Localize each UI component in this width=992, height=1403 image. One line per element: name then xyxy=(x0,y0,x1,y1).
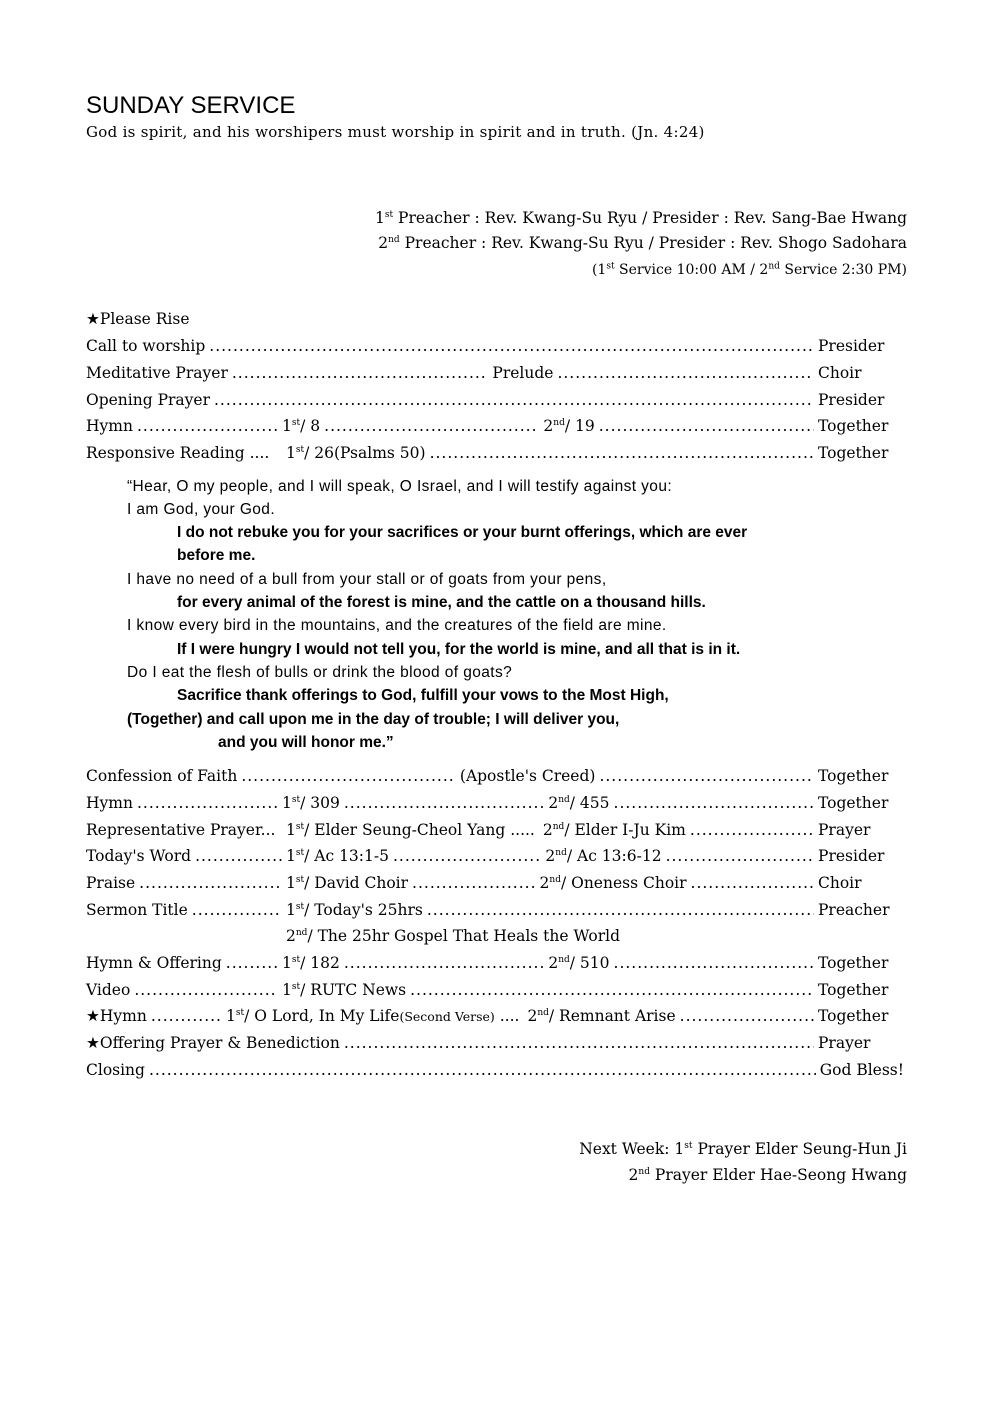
order-row-hymn-1: Hymn ..... 1st/ 8 ..... 2nd/ 19 ..... Together xyxy=(86,417,892,443)
order-row-hymn-2: Hymn ..... 1st/ 309 ..... 2nd/ 455 ..... Together xyxy=(86,794,892,820)
please-rise: ★Please Rise xyxy=(86,310,190,328)
reading-line: “Hear, O my people, and I will speak, O Israel, and I will testify against you: xyxy=(127,478,673,495)
order-row-opening: Opening Prayer ..... Presider xyxy=(86,391,892,417)
order-row-offering-prayer: ★Offering Prayer & Benediction ..... Prayer xyxy=(86,1034,892,1060)
reading-line: I have no need of a bull from your stall or of goats from your pens, xyxy=(127,571,607,588)
reading-line: If I were hungry I would not tell you, for the world is mine, and all that is in it. xyxy=(177,641,741,658)
order-row-word: Today's Word ..... 1st/ Ac 13:1-5 ..... 2nd/ Ac 13:6-12 ..... Presider xyxy=(86,847,892,873)
order-row-sermon-second: 2nd/ The 25hr Gospel That Heals the World xyxy=(286,927,620,945)
officiants-line-1: 1st Preacher : Rev. Kwang-Su Ryu / Presider : Rev. Sang-Bae Hwang xyxy=(375,209,907,227)
reading-line: Do I eat the flesh of bulls or drink the blood of goats? xyxy=(127,664,513,681)
order-row-praise: Praise ..... 1st/ David Choir ..... 2nd/ Oneness Choir ..... Choir xyxy=(86,874,892,900)
order-row-hymn-offering: Hymn & Offering ..... 1st/ 182 ..... 2nd/ 510 ..... Together xyxy=(86,954,892,980)
reading-line: and you will honor me.” xyxy=(218,734,394,751)
officiants-line-2: 2nd Preacher : Rev. Kwang-Su Ryu / Presider : Rev. Shogo Sadohara xyxy=(378,234,907,252)
page-title: SUNDAY SERVICE xyxy=(86,92,296,119)
reading-line: I do not rebuke you for your sacrifices or your burnt offerings, which are ever xyxy=(177,524,748,541)
order-row-representative: Representative Prayer... 1st/ Elder Seung-Cheol Yang ..... 2nd/ Elder I-Ju Kim ..... Prayer xyxy=(86,821,892,847)
reading-line: (Together) and call upon me in the day of trouble; I will deliver you, xyxy=(127,711,620,728)
service-times: (1st Service 10:00 AM / 2nd Service 2:30 PM) xyxy=(591,261,907,278)
order-row-video: Video ..... 1st/ RUTC News ..... Together xyxy=(86,981,892,1007)
reading-line: for every animal of the forest is mine, and the cattle on a thousand hills. xyxy=(177,594,706,611)
order-row-sermon: Sermon Title ..... 1st/ Today's 25hrs ..... Preacher xyxy=(86,901,892,927)
order-row-meditative: Meditative Prayer ..... Prelude ..... Choir xyxy=(86,364,892,390)
order-row-call: Call to worship ..... Presider xyxy=(86,337,892,363)
order-row-hymn-3: ★Hymn ..... 1st/ O Lord, In My Life(Second Verse) .... 2nd/ Remnant Arise ..... Together xyxy=(86,1007,892,1033)
reading-line: Sacrifice thank offerings to God, fulfill your vows to the Most High, xyxy=(177,687,669,704)
order-row-responsive: Responsive Reading .... 1st/ 26(Psalms 50) ..... Together xyxy=(86,444,892,470)
reading-line: I am God, your God. xyxy=(127,501,276,518)
reading-line: before me. xyxy=(177,547,256,564)
reading-line: I know every bird in the mountains, and the creatures of the field are mine. xyxy=(127,617,667,634)
order-row-closing: Closing ..... God Bless! xyxy=(86,1061,904,1087)
next-week-line-2: 2nd Prayer Elder Hae-Seong Hwang xyxy=(628,1166,907,1184)
order-row-confession: Confession of Faith ..... (Apostle's Creed) ..... Together xyxy=(86,767,892,793)
scripture-verse: God is spirit, and his worshipers must worship in spirit and in truth. (Jn. 4:24) xyxy=(86,123,705,141)
next-week-line-1: Next Week: 1st Prayer Elder Seung-Hun Ji xyxy=(579,1140,907,1158)
